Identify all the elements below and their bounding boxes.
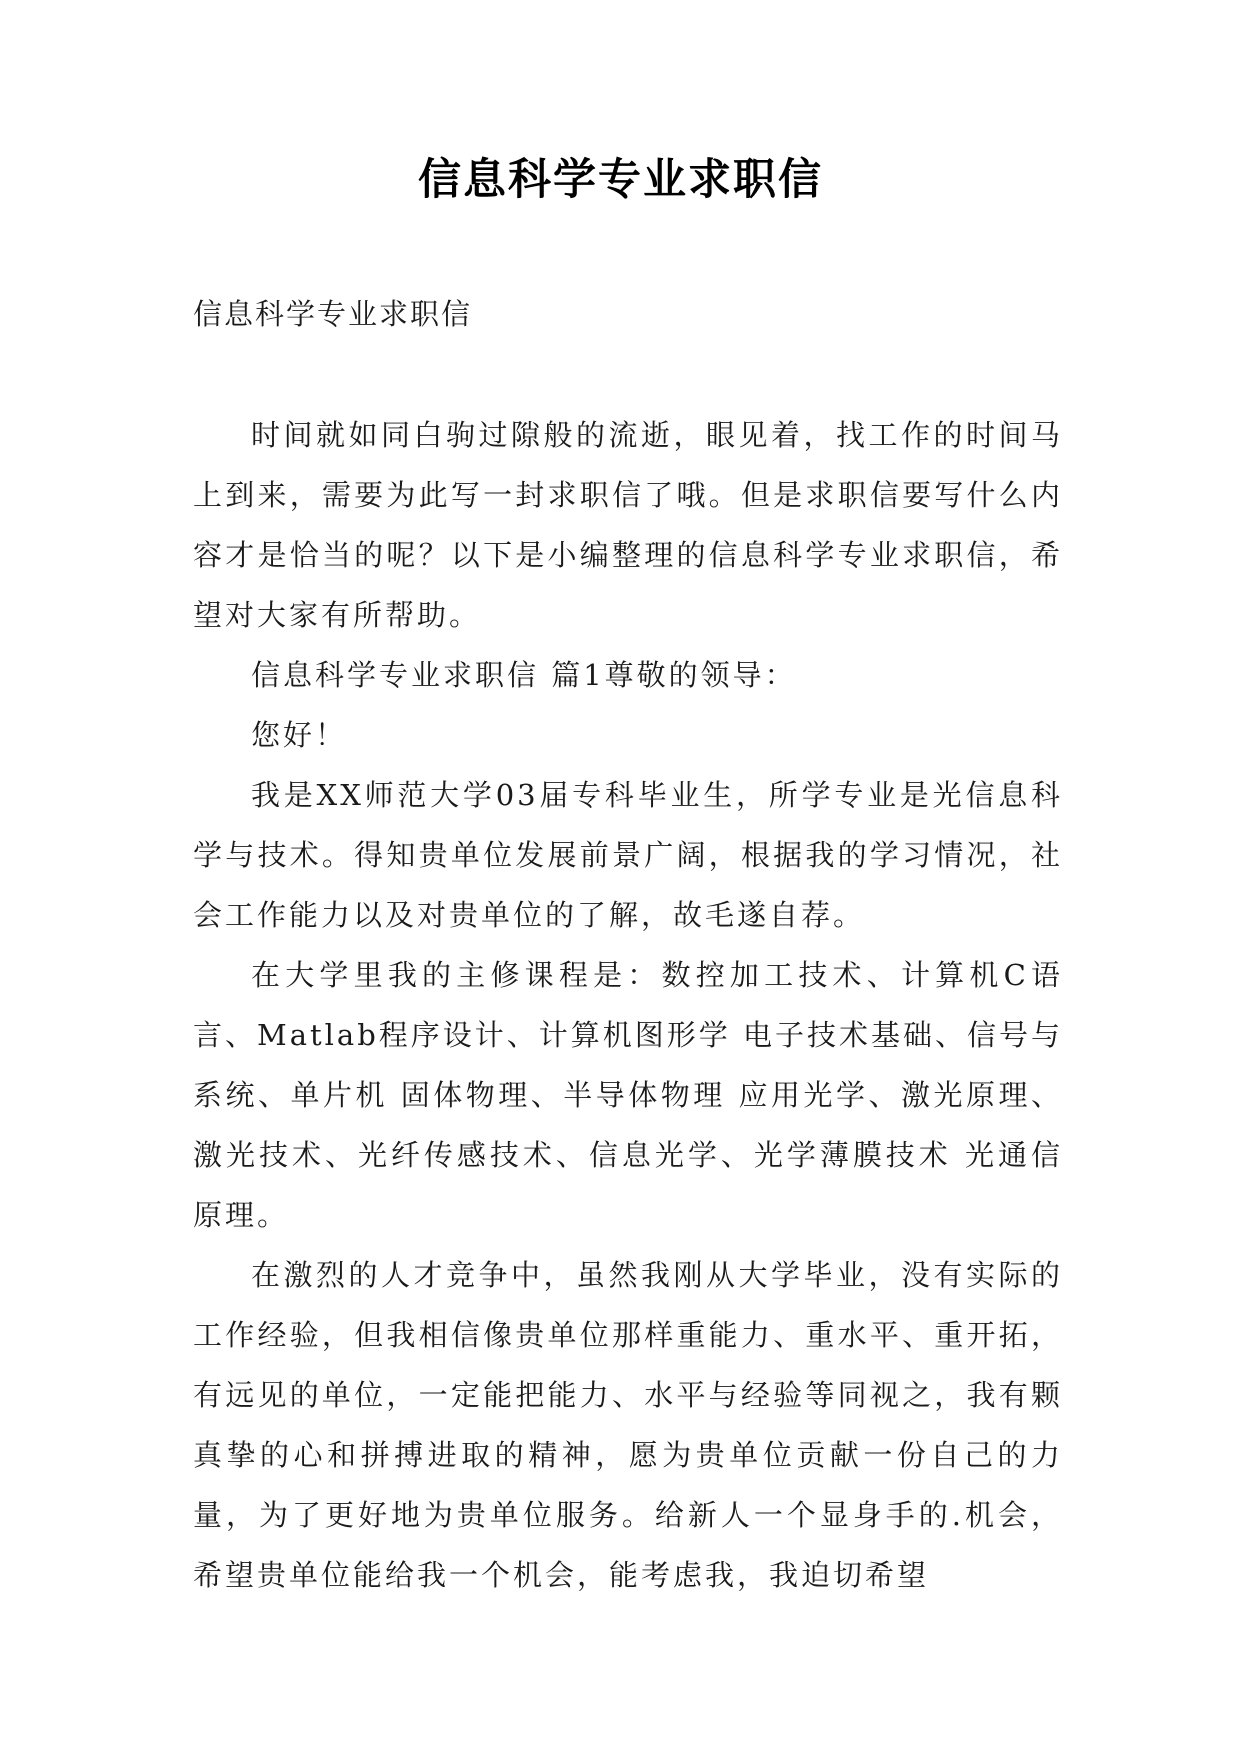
document-subtitle: 信息科学专业求职信 <box>193 297 473 331</box>
paragraph-self-introduction: 我是XX师范大学03届专科毕业生，所学专业是光信息科学与技术。得知贵单位发展前景广阔，根据我的学习情况，社会工作能力以及对贵单位的了解，故毛遂自荐。 <box>193 778 1063 932</box>
paragraph-motivation: 在激烈的人才竞争中，虽然我刚从大学毕业，没有实际的工作经验，但我相信像贵单位那样重能力、重水平、重开拓，有远见的单位，一定能把能力、水平与经验等同视之，我有颗真挚的心和拼搏进取的精神，愿为贵单位贡献一份自己的力量，为了更好地为贵单位服务。给新人一个显身手的.机会，希望贵单位能给我一个机会，能考虑我，我迫切希望 <box>193 1258 1063 1592</box>
paragraph-courses: 在大学里我的主修课程是：数控加工技术、计算机C语言、Matlab程序设计、计算机图形学 电子技术基础、信号与系统、单片机 固体物理、半导体物理 应用光学、激光原理、激光技术、光纤传感技术、信息光学、光学薄膜技术 光通信原理。 <box>193 958 1063 1232</box>
paragraph-greeting: 您好！ <box>251 718 348 752</box>
paragraph-intro: 时间就如同白驹过隙般的流逝，眼见着，找工作的时间马上到来，需要为此写一封求职信了哦。但是求职信要写什么内容才是恰当的呢？以下是小编整理的信息科学专业求职信，希望对大家有所帮助。 <box>193 418 1063 632</box>
document-body <box>193 405 1063 1605</box>
document-title: 信息科学专业求职信 <box>418 155 823 205</box>
paragraph-heading-salutation: 信息科学专业求职信 篇1尊敬的领导： <box>251 658 797 692</box>
